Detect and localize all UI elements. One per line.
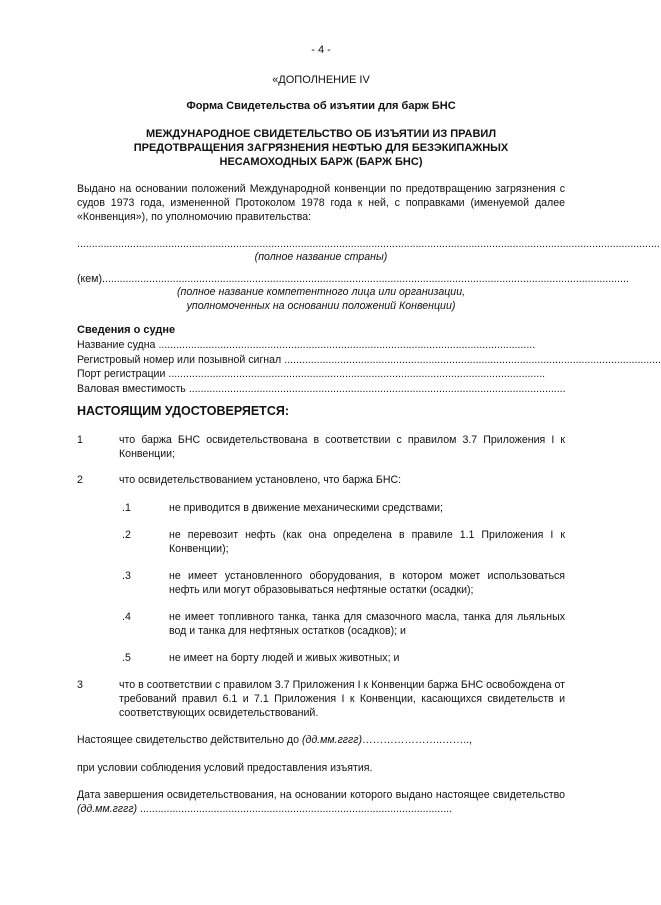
certificate-title-line: НЕСАМОХОДНЫХ БАРЖ (БАРЖ БНС) [219,156,423,168]
ship-info-dots: ................................................................................................................................ [284,353,661,366]
completion-dotted-line: .......................................................................................................... [140,803,453,815]
certify-item-number: 3 [77,679,83,691]
condition-text: при условии соблюдения условий предоставления изъятия. [77,762,373,774]
country-dotted-line: ...................................................................................................................................................................................................... [77,238,660,250]
validity-date-format: (дд.мм.гггг) [301,734,363,746]
completion-date-format: (дд.мм.гггг) [77,803,138,815]
issuer-prefix: (кем) [77,273,102,285]
country-caption: (полное название страны) [254,251,388,263]
ship-info-label: Регистровый номер или позывной сигнал [77,353,282,366]
certificate-title-line: ПРЕДОТВРАЩЕНИЯ ЗАГРЯЗНЕНИЯ НЕФТЬЮ ДЛЯ БЕЗЭКИПАЖНЫХ [133,142,509,154]
page-number: - 4 - [311,44,331,56]
certify-item-number: 1 [77,434,83,446]
validity-dotted-line: …………………..…….., [362,734,473,746]
issuer-line [77,272,629,286]
certificate-title-line: МЕЖДУНАРОДНОЕ СВИДЕТЕЛЬСТВО ОБ ИЗЪЯТИИ ИЗ ПРАВИЛ [145,128,497,140]
ship-info-row [77,353,661,368]
certify-subitem-number: .1 [122,502,131,514]
issuer-caption-line: уполномоченных на основании положений Конвенции) [186,300,456,312]
certify-item [77,433,565,461]
certify-subitem-number: .2 [122,529,131,541]
issuer-dotted-line: ................................................................................................................................................................................... [101,273,629,285]
certify-item [77,473,565,487]
certify-item-text: что освидетельствованием установлено, что баржа БНС: [119,474,402,486]
ship-info-row [77,382,566,397]
ship-info-dots: ................................................................................................................................ [168,368,546,380]
issuer-caption [117,285,525,313]
certify-item-text: что баржа БНС освидетельствована в соответствии с правилом 3.7 Приложения I к Конвенции; [119,434,565,460]
issued-paragraph: Выдано на основании положений Международной конвенции по предотвращению загрязнения с судов 1973 года, измененной Протоколом 1978 года к ней, с поправками (именуемой далее «Конвенция»), по уполномочию правительства: [77,183,565,223]
certify-subitem-text: не перевозит нефть (как она определена в правиле 1.1 Приложения I к Конвенции); [169,529,565,555]
ship-info-list [77,338,661,396]
ship-info-dots: ................................................................................................................................ [188,382,566,395]
certify-subitem-text: не имеет на борту людей и живых животных; и [169,652,400,664]
certify-item-text: что в соответствии с правилом 3.7 Приложения I к Конвенции баржа БНС освобождена от требований правил 6.1 и 7.1 Приложения I к Конвенции, касающихся свидетельств и соответствующих освидетельствований. [119,679,565,719]
certify-subitem-number: .3 [122,570,131,582]
validity-text: Настоящее свидетельство действительно до [77,734,299,746]
certify-item-number: 2 [77,474,83,486]
certify-subitem [77,569,565,597]
certify-heading: НАСТОЯЩИМ УДОСТОВЕРЯЕТСЯ: [77,404,289,418]
validity-line [77,733,565,747]
certify-subitem-text: не имеет топливного танка, танка для смазочного масла, танка для льяльных вод и танка для нефтяных остатков (осадков); и [169,611,565,637]
certify-subitem-number: .5 [122,652,131,664]
appendix-label: «ДОПОЛНЕНИЕ IV [272,74,370,86]
certify-subitem [77,501,565,515]
ship-info-row [77,367,546,382]
ship-info-label: Название судна [77,339,156,351]
ship-info-label: Порт регистрации [77,368,166,380]
certify-subitem [77,610,565,638]
certify-item [77,678,565,720]
ship-info-dots: ................................................................................................................................ [158,339,536,351]
completion-paragraph [77,788,565,816]
form-title: Форма Свидетельства об изъятии для барж БНС [186,100,456,112]
ship-info-row [77,338,536,353]
ship-info-label: Валовая вместимость [77,382,186,395]
certify-subitem-number: .4 [122,611,131,623]
certificate-title [97,127,545,169]
certify-subitem-text: не имеет установленного оборудования, в котором может использоваться нефть или могут образовываться нефтяные остатки (осадки); [169,570,565,596]
ship-info-heading: Сведения о судне [77,324,176,336]
certify-subitem [77,528,565,556]
certify-subitem [77,651,565,665]
completion-text: Дата завершения освидетельствования, на основании которого выдано настоящее свидетельство [77,789,565,801]
document-page [77,0,661,905]
certify-subitem-text: не приводится в движение механическими средствами; [169,502,443,514]
issuer-caption-line: (полное название компетентного лица или организации, [176,286,466,298]
